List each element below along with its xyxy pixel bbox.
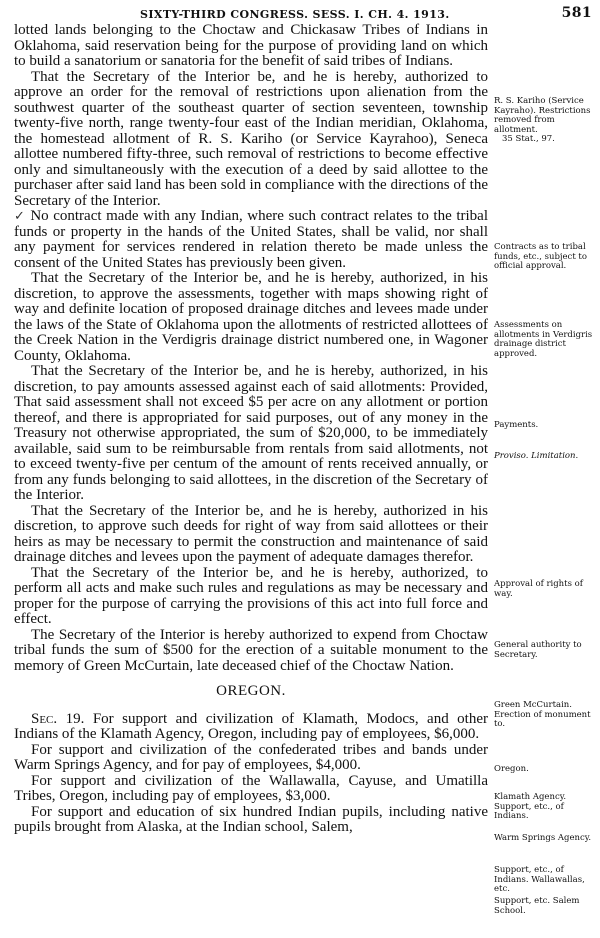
margin-note: 35 Stat., 97. <box>502 134 555 144</box>
paragraph-contracts <box>14 209 488 271</box>
paragraph: That the Secretary of the Interior be, and he is hereby, authorized, to perform all acts and make such rules and regulations as may be necessary and proper for the purpose of carrying the provisions of this act into full force and effect. <box>14 564 488 627</box>
paragraph-text: No contract made with any Indian, where such contract relates to the tribal funds or property in the hands of the United States, shall be valid, nor shall any payment for services rendered in relation thereto be made unless the consent of the United States has previously been given. <box>14 208 488 271</box>
page-number: 581 <box>561 5 592 21</box>
paragraph: That the Secretary of the Interior be, and he is hereby, authorized to approve an order for the removal of restrictions upon alienation from the southwest quarter of the southeast quarter of section seventeen, township twenty-five north, range twenty-four east of the Indian meridian, Oklahoma, the homestead allotment of R. S. Kariho (or Service Kayrahoo), Seneca allottee numbered fifty-three, such removal of restrictions to become effective only and simultaneously with the execution of a deed by said allottee to the purchaser after said land has been sold in compliance with the directions of the Secretary of the Interior. <box>14 68 488 209</box>
margin-note: Approval of rights of way. <box>494 579 583 599</box>
margin-note: R. S. Kariho (Service Kayraho). Restrictions removed from allotment. <box>494 96 591 135</box>
margin-note: Support, etc., of Indians. Wallawallas, etc. <box>494 865 585 894</box>
body-text <box>14 23 488 836</box>
running-head: SIXTY-THIRD CONGRESS. SESS. I. CH. 4. 1913. <box>140 8 450 21</box>
check-mark-icon: ✓ <box>14 209 26 224</box>
paragraph: For support and civilization of the confederated tribes and bands under Warm Springs Agency, and for pay of employees, $4,000. <box>14 741 488 773</box>
paragraph: For support and education of six hundred Indian pupils, including native pupils brought from Alaska, at the Indian school, Salem, <box>14 803 488 835</box>
section-heading-oregon: OREGON. <box>216 683 286 699</box>
margin-note: Contracts as to tribal funds, etc., subject to official approval. <box>494 242 587 271</box>
paragraph: That the Secretary of the Interior be, and he is hereby, authorized in his discretion, to approve such deeds for right of way from said allottees or their heirs as may be necessary to permit the construction and maintenance of said drainage ditches and levees upon the payment of adequate damages therefor. <box>14 502 488 565</box>
margin-note: Klamath Agency. Support, etc., of Indians. <box>494 792 567 821</box>
paragraph: lotted lands belonging to the Choctaw and Chickasaw Tribes of Indians in Oklahoma, said reservation being for the purpose of providing land on which to build a sanatorium or sanatoria for the benefit of said tribes of Indians. <box>14 22 488 69</box>
margin-note: Payments. <box>494 420 539 430</box>
paragraph-text: For support and civilization of Klamath, Modocs, and other Indians of the Klamath Agency, Oregon, including pay of employees, $6,000. <box>14 710 488 742</box>
margin-note: Assessments on allotments in Verdigris drainage district approved. <box>494 320 593 359</box>
margin-note: Warm Springs Agency. <box>494 833 592 843</box>
margin-note: Proviso. Limitation. <box>494 451 579 461</box>
paragraph: For support and civilization of the Wallawalla, Cayuse, and Umatilla Tribes, Oregon, including pay of employees, $3,000. <box>14 772 488 804</box>
paragraph: That the Secretary of the Interior be, and he is hereby, authorized, in his discretion, to pay amounts assessed against each of said allotments: Provided, That said assessment shall not exceed $5 per acre on any allotment or portion thereof, and there is appropriated for said purposes, out of any money in the Treasury not otherwise appropriated, the sum of $20,000, to be immediately available, said sum to be reimbursable from rentals from said allotments, not to exceed twenty-five per centum of the amount of rents received annually, or from any funds belonging to said allottees, in the discretion of the Secretary of the Interior. <box>14 363 488 503</box>
margin-note: Support, etc. Salem School. <box>494 896 580 916</box>
margin-note: Oregon. <box>494 764 529 774</box>
paragraph: The Secretary of the Interior is hereby authorized to expend from Choctaw tribal funds the sum of $500 for the erection of a suitable monument to the memory of Green McCurtain, late deceased chief of the Choctaw Nation. <box>14 626 488 674</box>
margin-note: General authority to Secretary. <box>494 640 582 660</box>
section-label: Sec. 19. <box>31 710 85 727</box>
paragraph-sec-19 <box>14 712 488 743</box>
paragraph: That the Secretary of the Interior be, and he is hereby, authorized, in his discretion, to approve the assessments, together with maps showing right of way and definite location of proposed drainage ditches and levees made under the laws of the State of Oklahoma upon the allotments of restricted allottees of the Creek Nation in the Verdigris drainage district numbered one, in Wagoner County, Oklahoma. <box>14 270 488 364</box>
margin-note: Green McCurtain. Erection of monument to. <box>494 700 591 729</box>
